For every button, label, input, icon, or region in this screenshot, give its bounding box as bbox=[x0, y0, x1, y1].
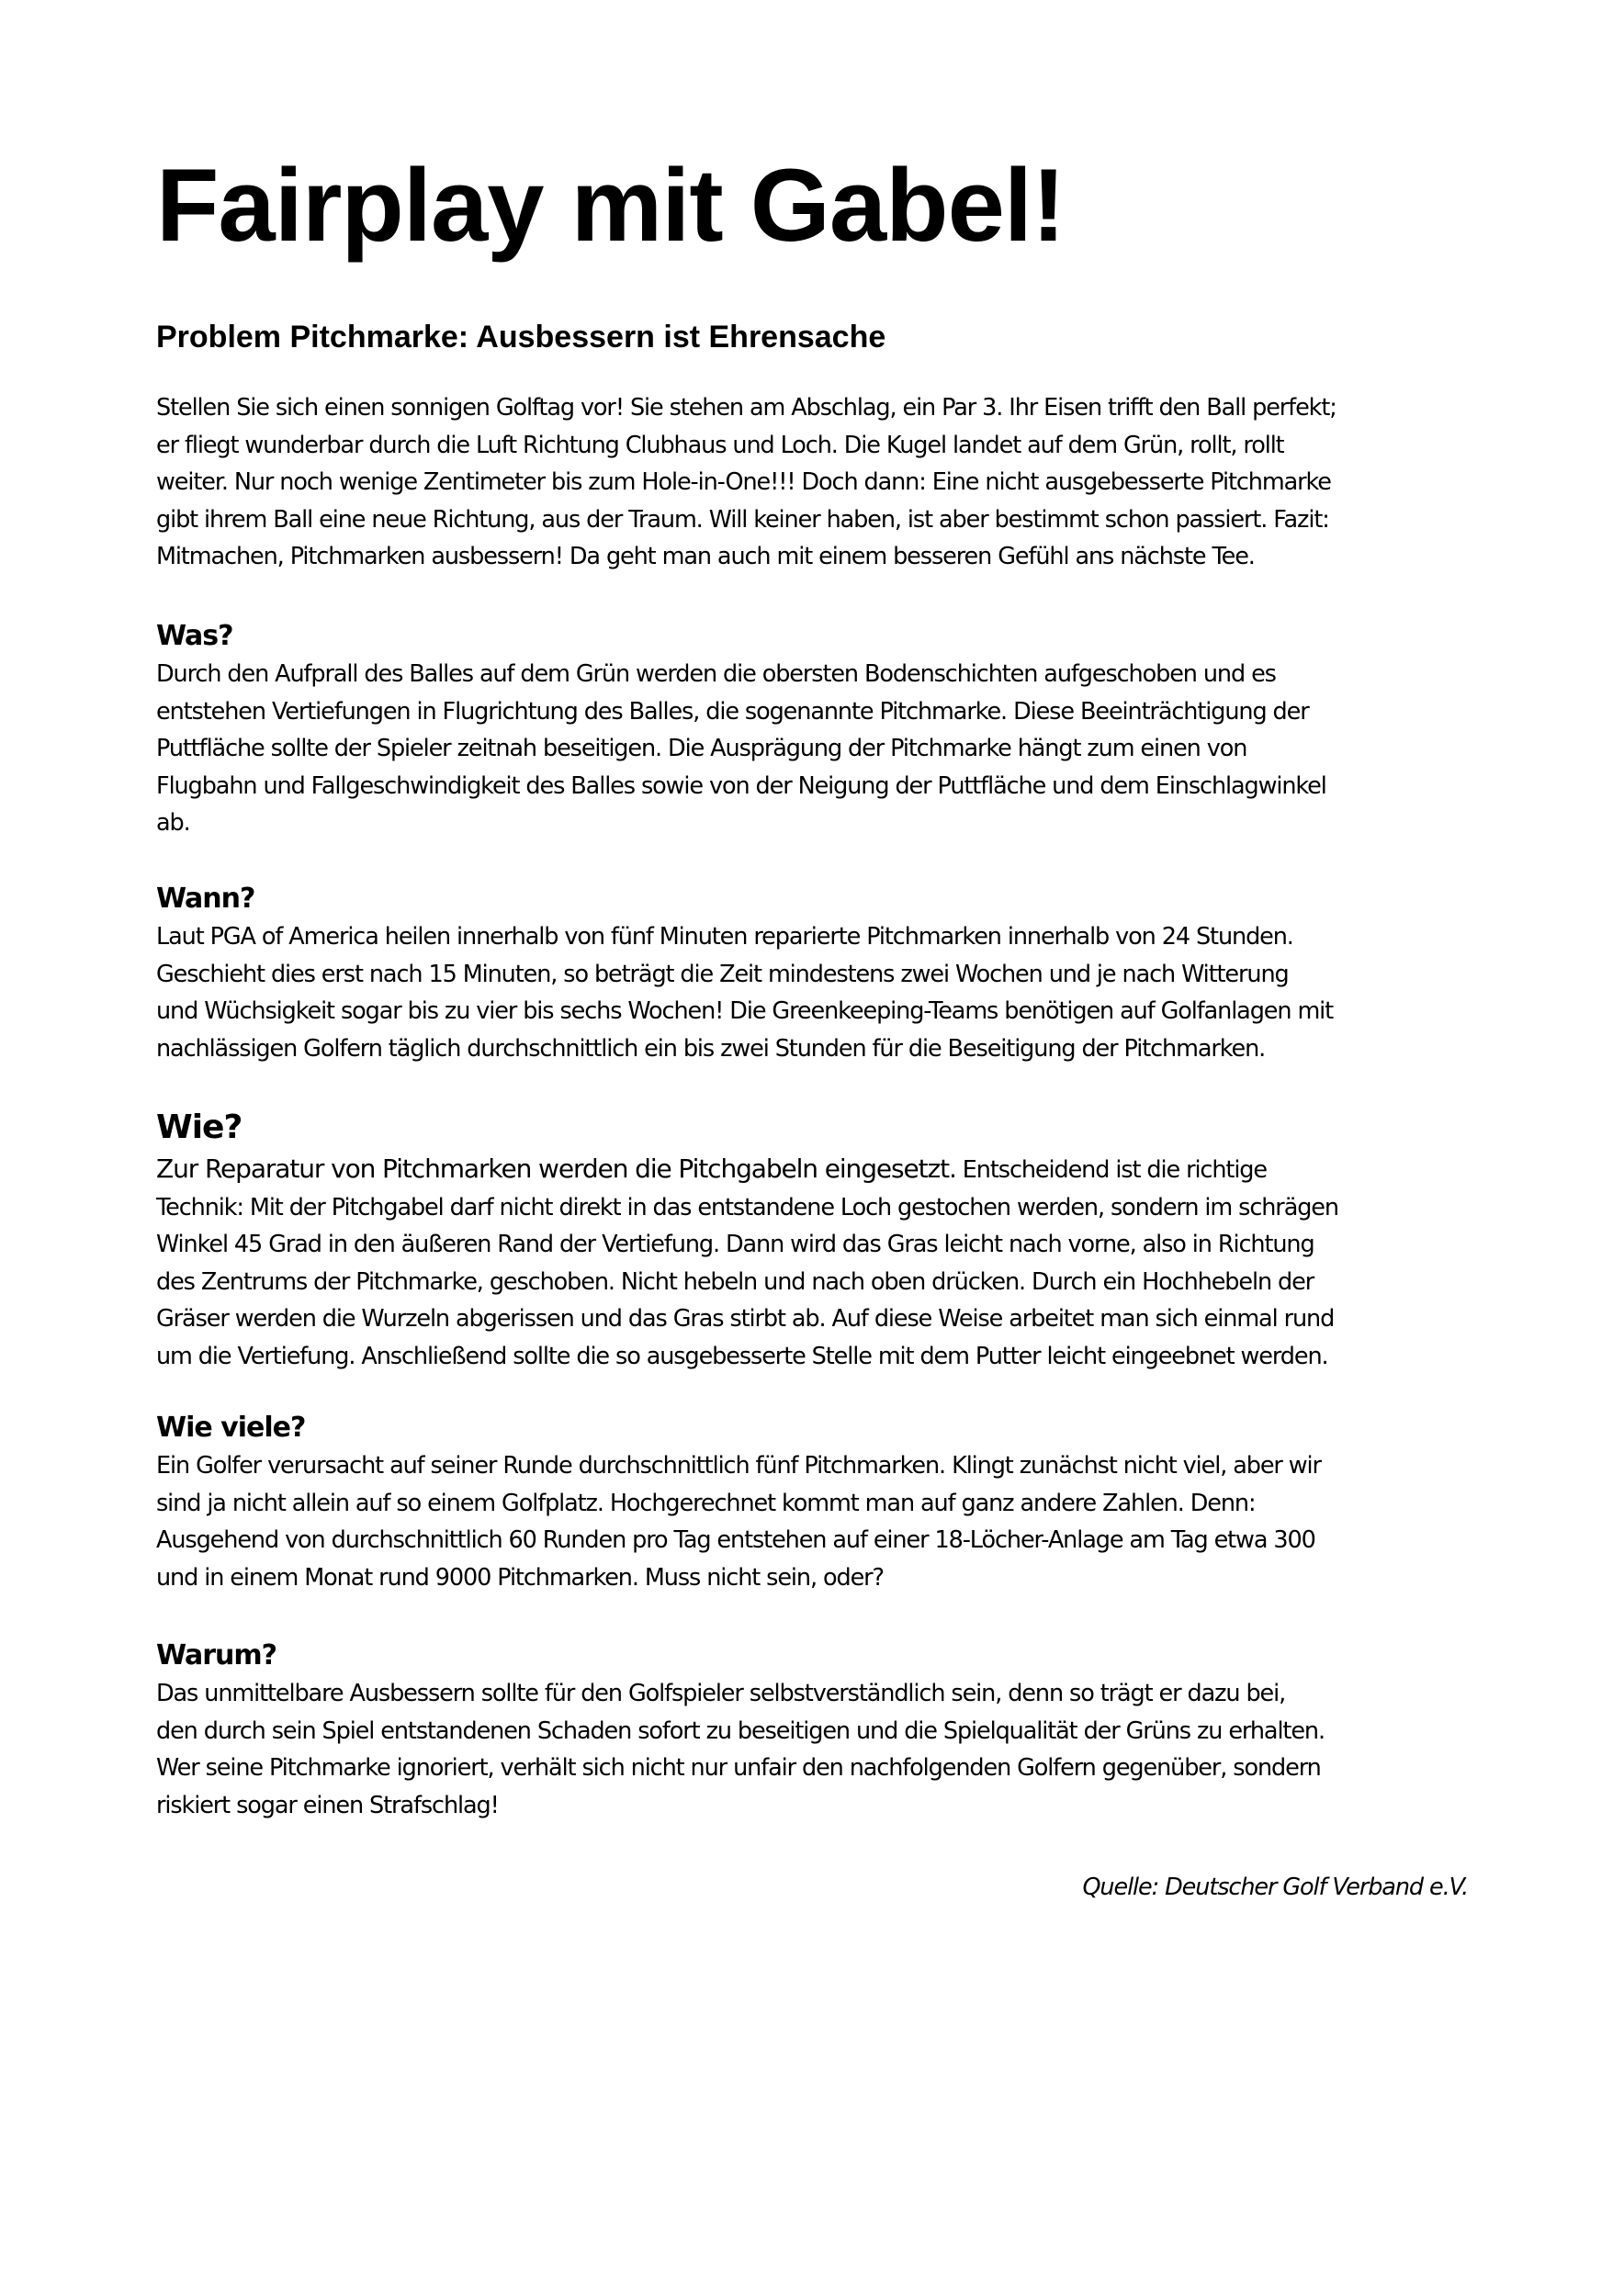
section-heading: Wann? bbox=[156, 883, 255, 915]
section-was bbox=[156, 617, 1506, 842]
section-heading: Was? bbox=[156, 620, 233, 652]
text-line: den durch sein Spiel entstandenen Schaden sofort zu beseitigen und die Spielqualität der Grüns zu erhalten. bbox=[156, 1716, 1325, 1745]
text-line: Laut PGA of America heilen innerhalb von fünf Minuten reparierte Pitchmarken innerhalb von 24 Stunden. bbox=[156, 923, 1293, 951]
text-line: Ein Golfer verursacht auf seiner Runde durchschnittlich fünf Pitchmarken. Klingt zunächst nicht viel, aber wir bbox=[156, 1452, 1321, 1480]
text-line: Puttfläche sollte der Spieler zeitnah beseitigen. Die Ausprägung der Pitchmarke hängt zum einen von bbox=[156, 735, 1247, 762]
text-lead-rest: Entscheidend ist die richtige bbox=[955, 1156, 1267, 1184]
text-line: Das unmittelbare Ausbessern sollte für den Golfspieler selbstverständlich sein, denn so trägt er dazu bei, bbox=[156, 1680, 1286, 1707]
text-line: Flugbahn und Fallgeschwindigkeit des Balles sowie von der Neigung der Puttfläche und dem Einschlagwinkel bbox=[156, 771, 1326, 800]
source-citation: Quelle: Deutscher Golf Verband e.V. bbox=[1082, 1874, 1468, 1901]
text-line: ab. bbox=[156, 809, 190, 837]
text-line: er fliegt wunderbar durch die Luft Richtung Clubhaus und Loch. Die Kugel landet auf dem Grün, rollt, rollt bbox=[156, 431, 1284, 459]
text-line: um die Vertiefung. Anschließend sollte die so ausgebesserte Stelle mit dem Putter leicht eingeebnet werden. bbox=[156, 1342, 1328, 1370]
text-line: Stellen Sie sich einen sonnigen Golftag vor! Sie stehen am Abschlag, ein Par 3. Ihr Eisen trifft den Ball perfekt; bbox=[156, 394, 1336, 422]
text-line: nachlässigen Golfern täglich durchschnittlich ein bis zwei Stunden für die Beseitigung der Pitchmarken. bbox=[156, 1034, 1266, 1063]
intro-paragraph bbox=[156, 389, 1506, 576]
text-line bbox=[156, 1151, 1506, 1189]
section-heading: Wie? bbox=[156, 1109, 242, 1146]
text-line: des Zentrums der Pitchmarke, geschoben. Nicht hebeln und nach oben drücken. Durch ein Hochhebeln der bbox=[156, 1267, 1314, 1296]
section-wie-viele bbox=[156, 1409, 1506, 1596]
text-line: entstehen Vertiefungen in Flugrichtung des Balles, die sogenannte Pitchmarke. Diese Beeinträchtigung der bbox=[156, 697, 1309, 726]
text-line: Ausgehend von durchschnittlich 60 Runden pro Tag entstehen auf einer 18-Löcher-Anlage am Tag etwa 300 bbox=[156, 1526, 1315, 1554]
text-line: riskiert sogar einen Strafschlag! bbox=[156, 1791, 499, 1819]
text-line: Durch den Aufprall des Balles auf dem Grün werden die obersten Bodenschichten aufgeschoben und es bbox=[156, 660, 1276, 688]
text-line: Mitmachen, Pitchmarken ausbessern! Da geht man auch mit einem besseren Gefühl ans nächste Tee. bbox=[156, 543, 1255, 570]
page-title: Fairplay mit Gabel! bbox=[156, 148, 1066, 263]
text-line: weiter. Nur noch wenige Zentimeter bis zum Hole-in-One!!! Doch dann: Eine nicht ausgebesserte Pitchmarke bbox=[156, 468, 1331, 496]
text-line: gibt ihrem Ball eine neue Richtung, aus der Traum. Will keiner haben, ist aber bestimmt schon passiert. Fazit: bbox=[156, 505, 1329, 534]
text-line: und in einem Monat rund 9000 Pitchmarken. Muss nicht sein, oder? bbox=[156, 1563, 884, 1592]
page-subtitle: Problem Pitchmarke: Ausbessern ist Ehrensache bbox=[156, 320, 886, 355]
text-line: Gräser werden die Wurzeln abgerissen und das Gras stirbt ab. Auf diese Weise arbeitet man sich einmal rund bbox=[156, 1305, 1335, 1333]
text-line: Winkel 45 Grad in den äußeren Rand der Vertiefung. Dann wird das Gras leicht nach vorne, also in Richtung bbox=[156, 1231, 1314, 1258]
section-wie bbox=[156, 1105, 1506, 1375]
section-wann bbox=[156, 880, 1506, 1067]
text-line: und Wüchsigkeit sogar bis zu vier bis sechs Wochen! Die Greenkeeping-Teams benötigen auf Golfanlagen mit bbox=[156, 997, 1334, 1025]
section-heading: Wie viele? bbox=[156, 1412, 306, 1444]
text-line: Geschieht dies erst nach 15 Minuten, so beträgt die Zeit mindestens zwei Wochen und je nach Witterung bbox=[156, 960, 1289, 988]
text-line: Wer seine Pitchmarke ignoriert, verhält sich nicht nur unfair den nachfolgenden Golfern gegenüber, sondern bbox=[156, 1754, 1321, 1782]
text-line: sind ja nicht allein auf so einem Golfplatz. Hochgerechnet kommt man auf ganz andere Zahlen. Denn: bbox=[156, 1489, 1256, 1517]
text-lead: Zur Reparatur von Pitchmarken werden die Pitchgabeln eingesetzt. bbox=[156, 1154, 956, 1184]
text-line: Technik: Mit der Pitchgabel darf nicht direkt in das entstandene Loch gestochen werden, sondern im schrägen bbox=[156, 1193, 1338, 1221]
section-heading: Warum? bbox=[156, 1639, 277, 1671]
section-warum bbox=[156, 1637, 1506, 1824]
